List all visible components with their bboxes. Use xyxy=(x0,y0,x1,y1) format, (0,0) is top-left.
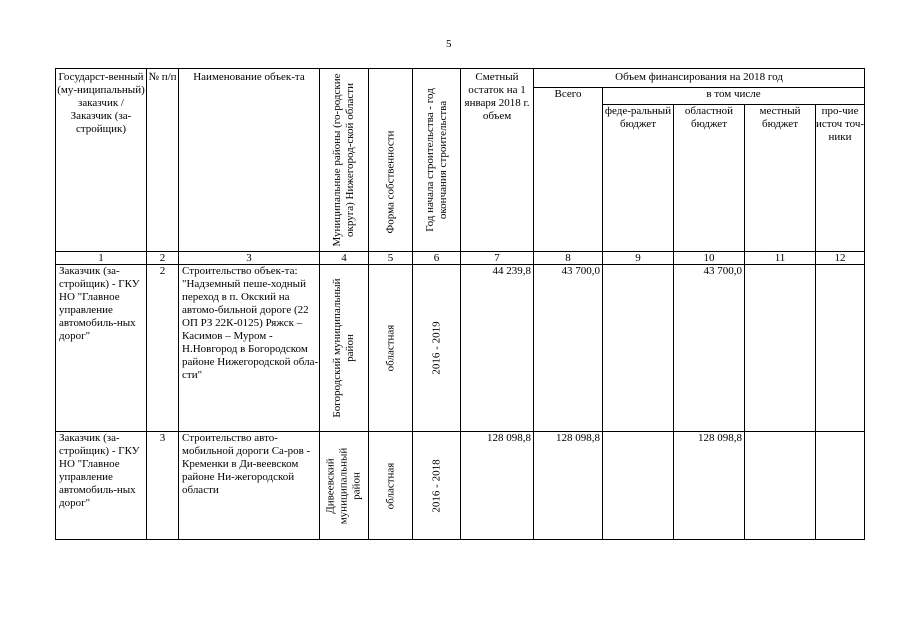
row-number: 3 xyxy=(147,432,179,540)
customer-cell: Заказчик (за-стройщик) - ГКУ НО "Главное управление автомобиль-ных дорог" xyxy=(56,432,147,540)
other-cell xyxy=(816,432,865,540)
header-years-cell xyxy=(413,69,461,252)
column-number: 10 xyxy=(674,252,745,265)
total-cell: 43 700,0 xyxy=(534,265,603,432)
regional-cell: 43 700,0 xyxy=(674,265,745,432)
column-number: 4 xyxy=(320,252,369,265)
table-row xyxy=(56,432,865,540)
ownership-text: областная xyxy=(384,462,396,509)
regional-cell: 128 098,8 xyxy=(674,432,745,540)
district-cell xyxy=(320,265,369,432)
ownership-cell xyxy=(369,432,413,540)
header-regional: областной бюджет xyxy=(674,105,745,252)
estimate-cell: 128 098,8 xyxy=(461,432,534,540)
page-number: 5 xyxy=(446,38,452,50)
header-ownership-cell xyxy=(369,69,413,252)
ownership-cell xyxy=(369,265,413,432)
customer-cell: Заказчик (за-стройщик) - ГКУ НО "Главное управление автомобиль-ных дорог" xyxy=(56,265,147,432)
column-number: 8 xyxy=(534,252,603,265)
object-name-cell: Строительство авто-мобильной дороги Са-ров - Кременки в Ди-веевском районе Ни-жегородской области xyxy=(179,432,320,540)
header-customer: Государст-венный (му-ниципальный) заказчик / Заказчик (за-стройщик) xyxy=(56,69,147,252)
financing-table xyxy=(55,68,865,540)
header-other: про-чие источ точ-ники xyxy=(816,105,865,252)
estimate-cell: 44 239,8 xyxy=(461,265,534,432)
column-number: 1 xyxy=(56,252,147,265)
column-number: 12 xyxy=(816,252,865,265)
column-number: 9 xyxy=(603,252,674,265)
header-district: Муниципальные районы (го-родские округа) Нижегород-ской области xyxy=(331,73,356,247)
federal-cell xyxy=(603,432,674,540)
header-object-name: Наименование объек-та xyxy=(179,69,320,252)
district-cell xyxy=(320,432,369,540)
header-number: № п/п xyxy=(147,69,179,252)
header-years: Год начала строительства - год окончания строительства xyxy=(423,88,449,232)
column-number: 2 xyxy=(147,252,179,265)
row-number: 2 xyxy=(147,265,179,432)
column-number: 5 xyxy=(369,252,413,265)
district-text: Дивеевский муниципальный район xyxy=(324,447,363,524)
other-cell xyxy=(816,265,865,432)
header-total: Всего xyxy=(534,88,603,252)
local-cell xyxy=(745,265,816,432)
years-text: 2016 - 2018 xyxy=(430,458,442,513)
header-financing-group: Объем финансирования на 2018 год xyxy=(534,69,865,88)
object-name-cell: Строительство объек-та: "Надземный пеше-ходный переход в п. Окский на автомо-бильной дороге (22 ОП РЗ 22К-0125) Ряжск – Касимов – Муром - Н.Новгород в Богородском районе Нижегородской обла-сти" xyxy=(179,265,320,432)
local-cell xyxy=(745,432,816,540)
district-text: Богородский муниципальный район xyxy=(331,278,356,418)
header-including: в том числе xyxy=(603,88,865,105)
header-federal: феде-ральный бюджет xyxy=(603,105,674,252)
column-number: 7 xyxy=(461,252,534,265)
column-numbers-row xyxy=(56,252,865,265)
header-ownership: Форма собственности xyxy=(384,130,396,234)
years-cell xyxy=(413,432,461,540)
years-cell xyxy=(413,265,461,432)
table-row xyxy=(56,265,865,432)
federal-cell xyxy=(603,265,674,432)
column-number: 11 xyxy=(745,252,816,265)
column-number: 6 xyxy=(413,252,461,265)
header-district-cell xyxy=(320,69,369,252)
header-estimate: Сметный остаток на 1 января 2018 г. объем xyxy=(461,69,534,252)
column-number: 3 xyxy=(179,252,320,265)
total-cell: 128 098,8 xyxy=(534,432,603,540)
header-local: местный бюджет xyxy=(745,105,816,252)
years-text: 2016 - 2019 xyxy=(430,321,442,375)
ownership-text: областная xyxy=(384,324,396,372)
